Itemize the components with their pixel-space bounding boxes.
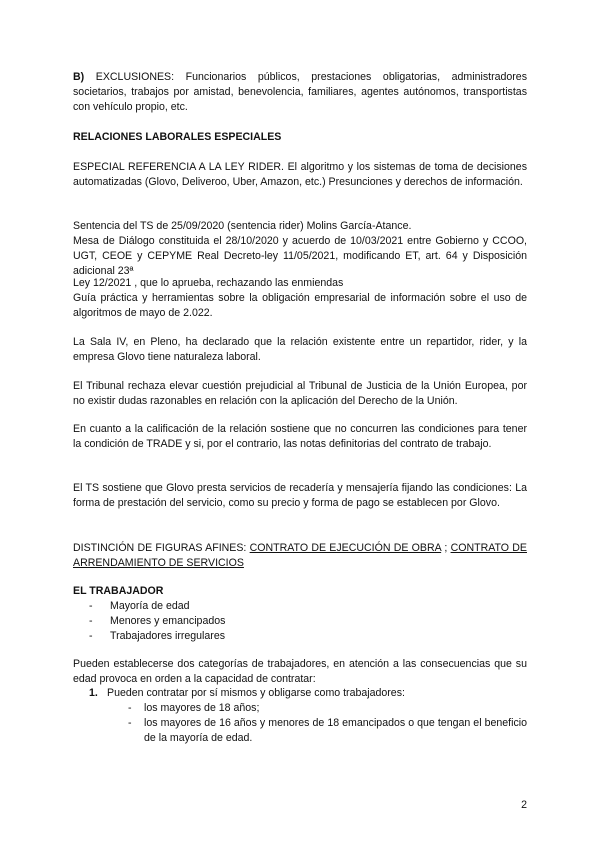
numbered-item-text: Pueden contratar por sí mismos y obligarse como trabajadores: [107, 687, 405, 699]
categorias-paragraph: Pueden establecerse dos categorías de trabajadores, en atención a las consecuencias que su edad provoca en orden a la capacidad de contratar: [73, 658, 527, 685]
edad-sub-list [128, 701, 527, 746]
list-item-text: Menores y emancipados [110, 615, 226, 627]
sala-iv-paragraph: La Sala IV, en Pleno, ha declarado que la relación existente entre un repartidor, rider, y la empresa Glovo tiene naturaleza laboral. [73, 336, 527, 363]
numbered-item [89, 686, 527, 701]
dash-marker: - [89, 615, 93, 627]
trabajador-heading: EL TRABAJADOR [73, 585, 164, 597]
calificacion-paragraph: En cuanto a la calificación de la relación sostiene que no concurren las condiciones para tener la condición de TRADE y si, por el contrario, las notas definitorias del contrato de trabajo. [73, 423, 527, 450]
contrato-arrendamiento-link[interactable]: CONTRATO DE ARRENDAMIENTO DE SERVICIOS [73, 542, 527, 569]
distincion-paragraph [73, 541, 527, 571]
guia-paragraph: Guía práctica y herramientas sobre la obligación empresarial de información sobre el uso de algoritmos de mayo de 2.022. [73, 292, 527, 319]
sub-list-item-text: los mayores de 16 años y menores de 18 emancipados o que tengan el beneficio de la mayoría de edad. [144, 717, 527, 744]
sub-list-item [128, 716, 527, 746]
glovo-paragraph: El TS sostiene que Glovo presta servicios de recadería y mensajería fijando las condiciones: La forma de prestación del servicio, como su precio y forma de pago se establecen por Glovo. [73, 482, 527, 509]
list-item-text: Mayoría de edad [110, 600, 190, 612]
list-item [89, 599, 519, 614]
dash-marker: - [89, 600, 93, 612]
contrato-obra-link[interactable]: CONTRATO DE EJECUCIÓN DE OBRA [249, 542, 442, 554]
sentencia-line: Sentencia del TS de 25/09/2020 (sentencia rider) Molins García-Atance. [73, 220, 412, 232]
dash-marker: - [128, 717, 132, 729]
ley-rider-paragraph: ESPECIAL REFERENCIA A LA LEY RIDER. El algoritmo y los sistemas de toma de decisiones automatizadas (Glovo, Deliveroo, Uber, Amazon, etc.) Presunciones y derechos de información. [73, 161, 527, 188]
sub-list-item-text: los mayores de 18 años; [144, 702, 260, 714]
mesa-dialogo-paragraph: Mesa de Diálogo constituida el 28/10/2020 y acuerdo de 10/03/2021 entre Gobierno y CCOO, UGT, CEOE y CEPYME Real Decreto-ley 11/05/2021, modificando ET, art. 64 y Disposición adicional 23ª [73, 235, 527, 277]
exclusiones-text: EXCLUSIONES: Funcionarios públicos, prestaciones obligatorias, administradores societarios, trabajos por amistad, benevolencia, familiares, agentes autónomos, transportistas con vehículo propio, etc. [73, 71, 527, 113]
tribunal-paragraph: El Tribunal rechaza elevar cuestión prejudicial al Tribunal de Justicia de la Unión Europea, por no existir dudas razonables en relación con la aplicación del Derecho de la Unión. [73, 380, 527, 407]
relaciones-heading: RELACIONES LABORALES ESPECIALES [73, 131, 282, 143]
sub-list-item [128, 701, 527, 716]
ley-12-line: Ley 12/2021 , que lo aprueba, rechazando las enmiendas [73, 277, 344, 289]
exclusiones-paragraph [73, 70, 527, 115]
dash-marker: - [128, 702, 132, 714]
page-number: 2 [521, 799, 527, 811]
list-item [89, 629, 519, 644]
distincion-prefix: DISTINCIÓN DE FIGURAS AFINES: [73, 542, 250, 554]
distincion-separator: ; [441, 542, 451, 554]
trabajador-list [89, 599, 519, 644]
exclusiones-label: B) [73, 71, 85, 83]
list-item-text: Trabajadores irregulares [110, 630, 226, 642]
number-marker: 1. [89, 687, 98, 699]
list-item [89, 614, 519, 629]
dash-marker: - [89, 630, 93, 642]
